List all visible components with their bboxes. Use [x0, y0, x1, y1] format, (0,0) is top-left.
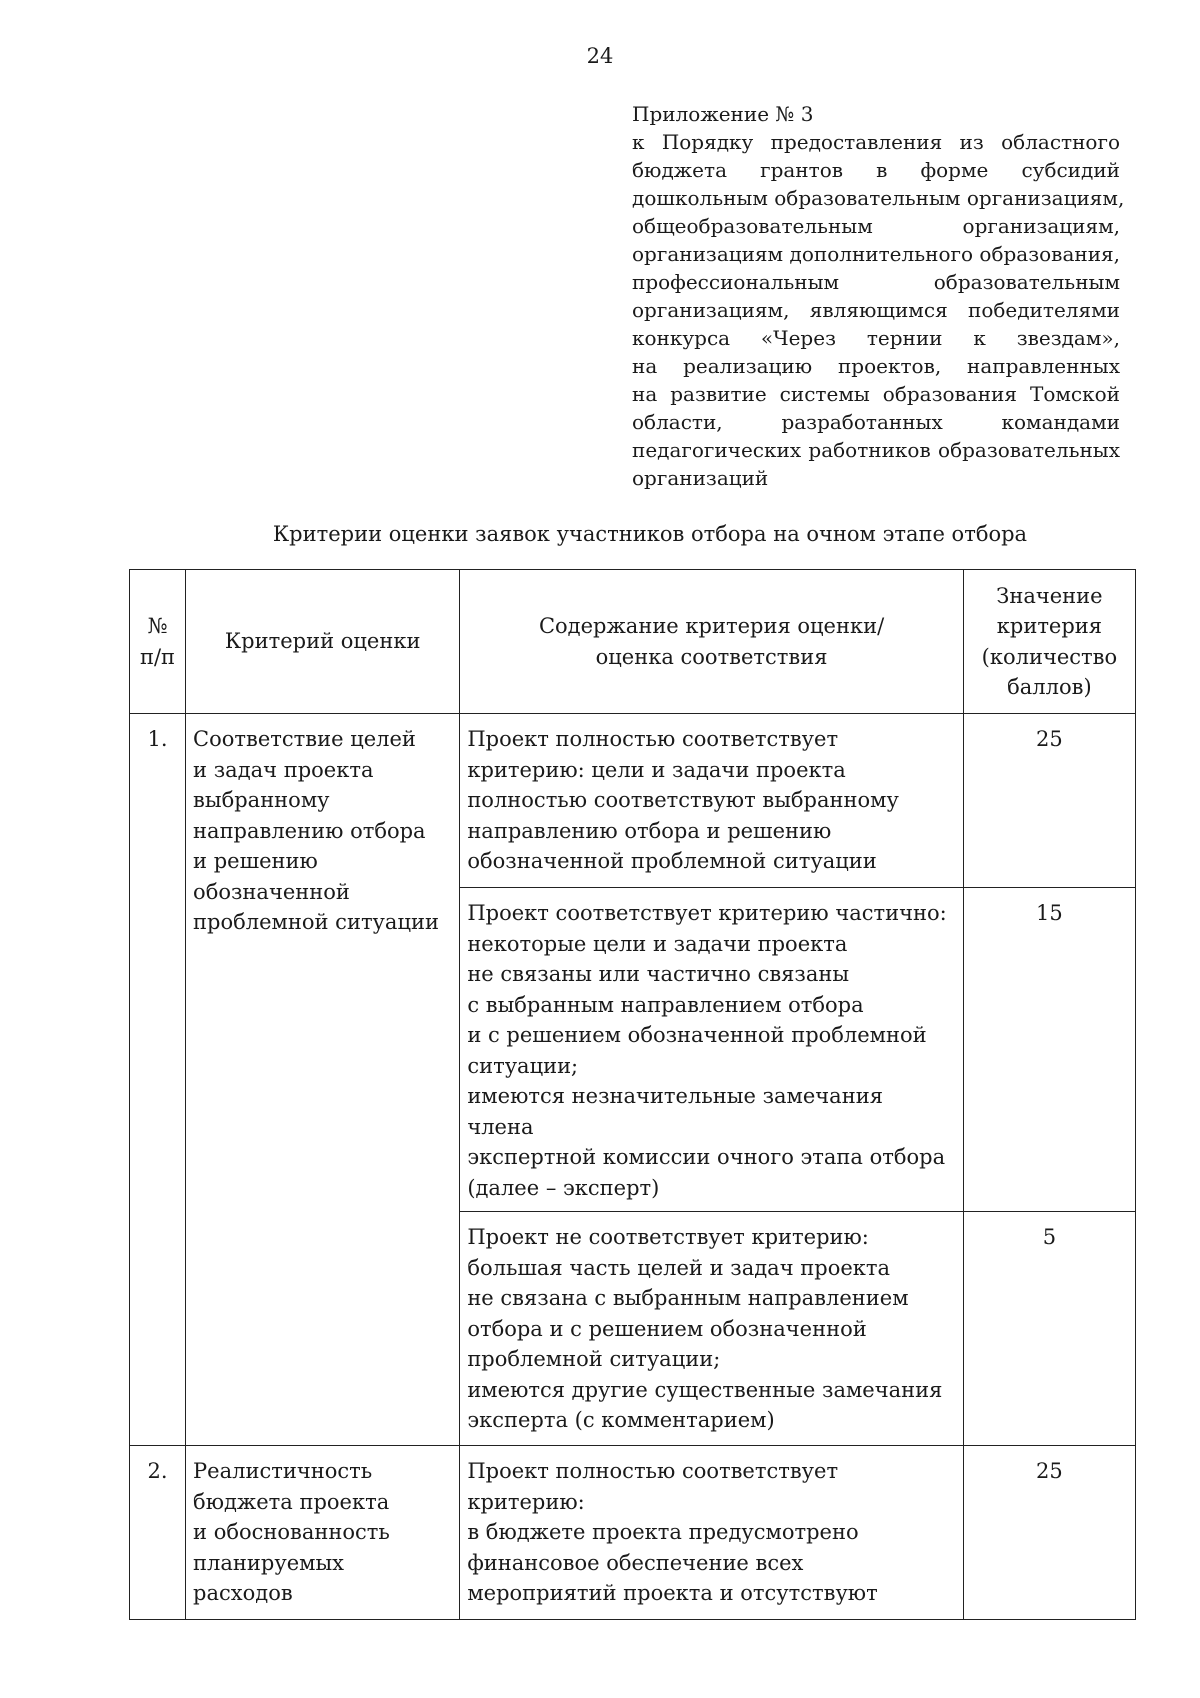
appendix-line: профессиональным образовательным — [632, 270, 1120, 294]
criteria-table — [129, 569, 1136, 1620]
criterion-level-text: Проект соответствует критерию частично: некоторые цели и задачи проекта не связаны или частично связаны с выбранным направлением отбора и с решением обозначенной проблемной ситуации; имеются незначительные замечания члена экспертной комиссии очного этапа отбора (далее – эксперт) — [460, 888, 964, 1212]
criterion-name: Соответствие целей и задач проекта выбранному направлению отбора и решению обозначенной проблемной ситуации — [186, 714, 460, 1446]
row-number: 2. — [130, 1446, 186, 1620]
appendix-line: конкурса «Через тернии к звездам», — [632, 326, 1120, 350]
criterion-level-text: Проект полностью соответствует критерию: цели и задачи проекта полностью соответствуют выбранному направлению отбора и решению обозначенной проблемной ситуации — [460, 714, 964, 888]
page-number: 24 — [586, 44, 614, 68]
criterion-points: 25 — [963, 714, 1135, 888]
appendix-line: организациям, являющимся победителями — [632, 298, 1120, 322]
table-header-row — [130, 570, 1136, 714]
appendix-line: организациям дополнительного образования, — [632, 242, 1120, 266]
appendix-line: дошкольным образовательным организациям, — [632, 186, 1125, 210]
criterion-level-text: Проект полностью соответствует критерию: в бюджете проекта предусмотрено финансовое обеспечение всех мероприятий проекта и отсутствуют — [460, 1446, 964, 1620]
appendix-line: на развитие системы образования Томской — [632, 382, 1120, 406]
criterion-points: 25 — [963, 1446, 1135, 1620]
row-number: 1. — [130, 714, 186, 1446]
criterion-points: 5 — [963, 1212, 1135, 1446]
appendix-block — [632, 100, 1125, 492]
appendix-line: организаций — [632, 466, 769, 490]
appendix-line: области, разработанных командами — [632, 410, 1120, 434]
header-value: Значение критерия (количество баллов) — [963, 570, 1135, 714]
table-row — [130, 714, 1136, 888]
criterion-points: 15 — [963, 888, 1135, 1212]
table-row — [130, 1446, 1136, 1620]
appendix-line: бюджета грантов в форме субсидий — [632, 158, 1120, 182]
document-title: Критерии оценки заявок участников отбора на очном этапе отбора — [272, 522, 1028, 546]
header-num: № п/п — [130, 570, 186, 714]
appendix-line: на реализацию проектов, направленных — [632, 354, 1120, 378]
criterion-level-text: Проект не соответствует критерию: большая часть целей и задач проекта не связана с выбранным направлением отбора и с решением обозначенной проблемной ситуации; имеются другие существенные замечания эксперта (с комментарием) — [460, 1212, 964, 1446]
appendix-line: к Порядку предоставления из областного — [632, 130, 1120, 154]
header-criterion: Критерий оценки — [186, 570, 460, 714]
appendix-heading: Приложение № 3 — [632, 102, 814, 126]
appendix-line: общеобразовательным организациям, — [632, 214, 1120, 238]
header-content: Содержание критерия оценки/ оценка соответствия — [460, 570, 964, 714]
appendix-line: педагогических работников образовательных — [632, 438, 1120, 462]
criterion-name: Реалистичность бюджета проекта и обоснованность планируемых расходов — [186, 1446, 460, 1620]
